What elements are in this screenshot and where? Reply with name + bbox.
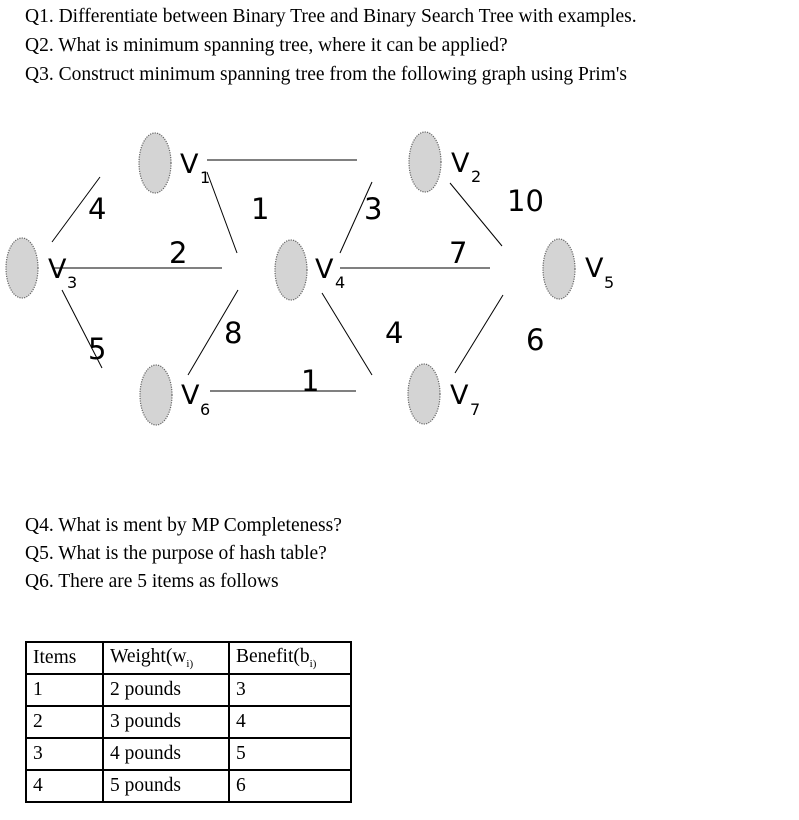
- edge-v4-v7: [322, 293, 372, 375]
- cell-benefit: 5: [229, 738, 351, 770]
- question-5: Q5. What is the purpose of hash table?: [25, 543, 327, 564]
- weight-v6-v7: 1: [301, 364, 320, 398]
- weight-v3-v6: 5: [88, 332, 107, 366]
- table-row: [26, 738, 351, 770]
- vertex-v2-sub: 2: [471, 167, 482, 186]
- cell-item: 3: [26, 738, 103, 770]
- vertex-v6-letter: V: [181, 380, 200, 411]
- table-row: [26, 674, 351, 706]
- cell-benefit: 3: [229, 674, 351, 706]
- vertex-v3-node: [6, 238, 38, 298]
- weight-v3-v4: 2: [169, 236, 188, 270]
- vertex-v2-node: [409, 132, 441, 192]
- table-row: [26, 706, 351, 738]
- cell-weight: 3 pounds: [103, 706, 229, 738]
- vertex-v6: [140, 365, 210, 425]
- vertex-v4-letter: V: [315, 254, 334, 285]
- question-4: Q4. What is ment by MP Completeness?: [25, 515, 342, 536]
- vertex-v7: [408, 364, 480, 424]
- vertex-v5-letter: V: [585, 253, 604, 284]
- edge-v5-v7: [455, 295, 503, 373]
- question-1: Q1. Differentiate between Binary Tree and Binary Search Tree with examples.: [25, 6, 637, 27]
- cell-weight: 2 pounds: [103, 674, 229, 706]
- vertex-v5-sub: 5: [604, 273, 615, 292]
- vertex-v2-letter: V: [451, 148, 470, 179]
- question-3: Q3. Construct minimum spanning tree from the following graph using Prim's: [25, 64, 627, 85]
- header-items-text: Items: [33, 647, 77, 668]
- items-table: [25, 641, 352, 803]
- header-benefit: [229, 642, 351, 674]
- weight-v2-v4: 3: [364, 192, 383, 226]
- header-items: [26, 642, 103, 674]
- weight-v4-v5: 7: [449, 236, 468, 270]
- vertex-v6-sub: 6: [200, 400, 211, 419]
- vertex-v7-node: [408, 364, 440, 424]
- weight-v1-v2: 1: [251, 192, 270, 226]
- table-row: [26, 770, 351, 802]
- vertex-v1-sub: 1: [200, 168, 211, 187]
- weight-v4-v7: 4: [385, 316, 404, 350]
- cell-weight: 5 pounds: [103, 770, 229, 802]
- vertex-v7-letter: V: [450, 380, 469, 411]
- cell-item: 2: [26, 706, 103, 738]
- cell-benefit: 6: [229, 770, 351, 802]
- header-benefit-text: Benefit(b: [236, 646, 310, 668]
- vertex-v1: [139, 133, 210, 193]
- header-weight-sub: i): [186, 657, 194, 670]
- vertex-v3-sub: 3: [67, 273, 78, 292]
- table-header-row: [26, 642, 351, 674]
- header-weight: [103, 642, 229, 674]
- vertex-v5-node: [543, 239, 575, 299]
- cell-item: 1: [26, 674, 103, 706]
- vertex-v6-node: [140, 365, 172, 425]
- vertex-v3-letter: V: [48, 254, 67, 285]
- question-2: Q2. What is minimum spanning tree, where it can be applied?: [25, 35, 508, 56]
- vertex-v4-sub: 4: [335, 273, 346, 292]
- header-benefit-sub: i): [309, 657, 317, 670]
- vertex-v1-letter: V: [180, 149, 199, 180]
- graph-diagram: [0, 110, 799, 440]
- cell-weight: 4 pounds: [103, 738, 229, 770]
- weight-v4-v6: 8: [224, 316, 243, 350]
- header-weight-text: Weight(w: [110, 646, 187, 668]
- weight-v1-v3: 4: [88, 192, 107, 226]
- vertex-v1-node: [139, 133, 171, 193]
- vertex-v4-node: [275, 240, 307, 300]
- vertex-v2: [409, 132, 481, 192]
- vertex-v4: [275, 240, 345, 300]
- weight-v5-v7: 6: [526, 323, 545, 357]
- edge-v1-v4: [207, 172, 237, 253]
- vertex-v5: [543, 239, 614, 299]
- weight-v2-v5: 10: [507, 184, 544, 218]
- question-6: Q6. There are 5 items as follows: [25, 571, 279, 592]
- vertex-v7-sub: 7: [470, 400, 481, 419]
- cell-item: 4: [26, 770, 103, 802]
- cell-benefit: 4: [229, 706, 351, 738]
